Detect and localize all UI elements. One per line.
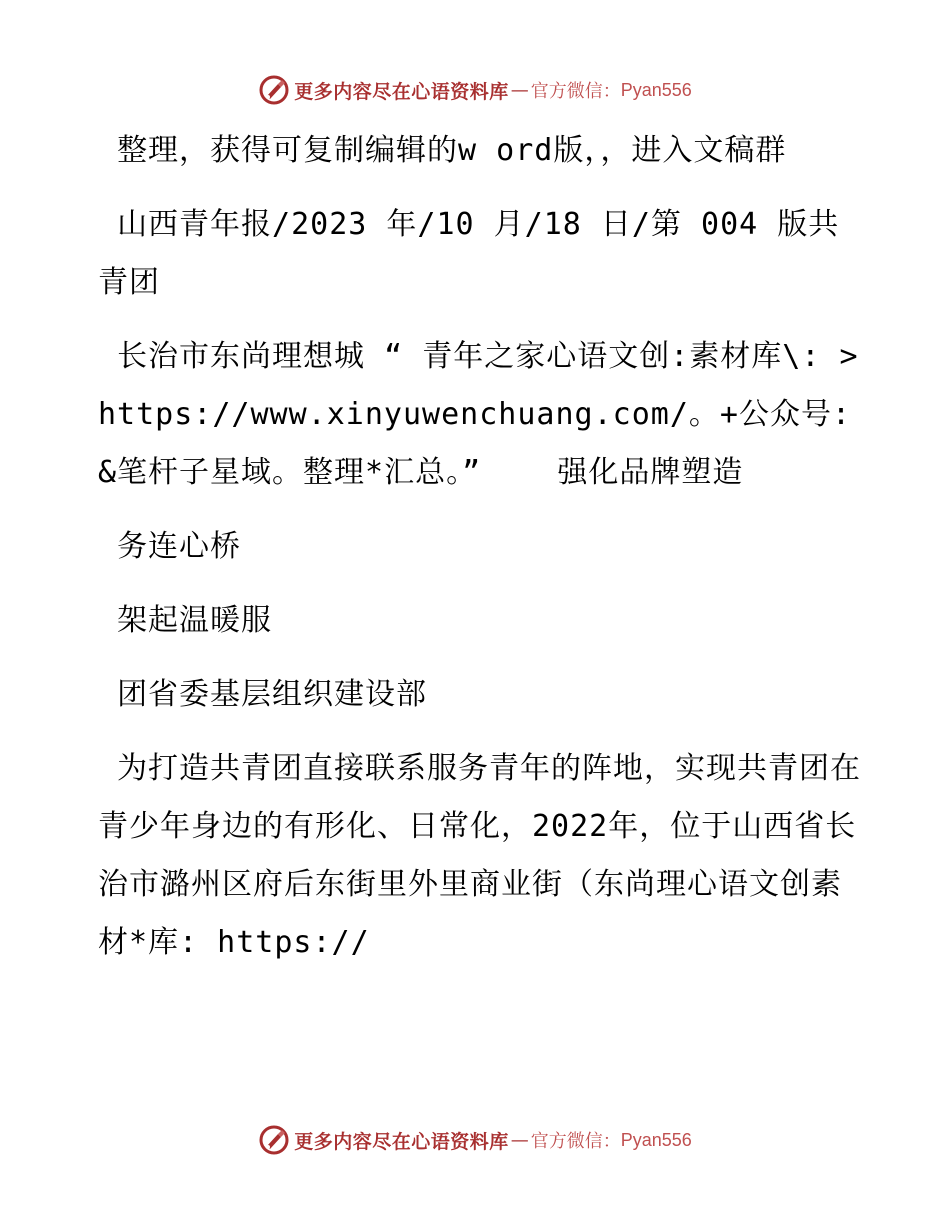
banner-title: 更多内容尽在心语资料库: [294, 80, 509, 103]
paragraph: 团省委基层组织建设部: [98, 677, 428, 712]
banner-dash: —: [510, 79, 529, 101]
banner-wechat-id: Pyan556: [620, 79, 692, 100]
pen-circle-logo-icon: [258, 1124, 290, 1156]
paragraph: 山西青年报/2023 年/10 月/18 日/第 004 版共青团: [98, 207, 840, 300]
footer-banner: [0, 1120, 950, 1160]
paragraph: 长治市东尚理想城 “ 青年之家心语文创:素材库\: >https://www.xinyuwenchuang.com/。+公众号: &笔杆子星域。整理*汇总。” 强化品牌塑造: [98, 339, 871, 490]
banner-title: 更多内容尽在心语资料库: [294, 1130, 509, 1153]
header-banner: [0, 70, 950, 110]
pen-circle-logo-icon: [258, 74, 290, 106]
banner-dash: —: [510, 1129, 529, 1151]
paragraph: 为打造共青团直接联系服务青年的阵地，实现共青团在青少年身边的有形化、日常化，2022年，位于山西省长治市潞州区府后东街里外里商业街（东尚理心语文创素材*库: https://: [98, 751, 862, 960]
paragraph: 整理，获得可复制编辑的w ord版，，进入文稿群: [98, 133, 787, 168]
banner-wechat-id: Pyan556: [620, 1129, 692, 1150]
banner-wechat-label: 官方微信：: [530, 81, 621, 102]
banner-wechat-label: 官方微信：: [530, 1131, 621, 1152]
paragraph: 务连心桥: [98, 529, 242, 564]
document-body: [98, 122, 871, 988]
paragraph: 架起温暖服: [98, 603, 273, 638]
